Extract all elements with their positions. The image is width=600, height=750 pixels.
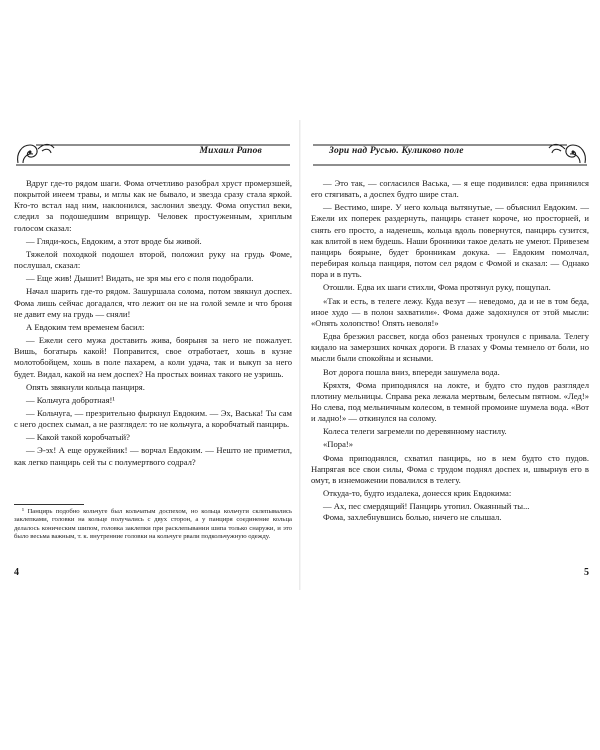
paragraph: Фома, захлебнувшись болью, ничего не слышал. xyxy=(323,512,502,523)
paragraph: Вдруг где-то рядом шаги. Фома отчетливо разобрал хруст промерзшей, покрытой инеем травы, и мглы как не бывало, и звезда сразу стала яркой. Кто-то встал над ним, наклонился, заслонил звезду. Фома опустил веки, следил за подошедшим вприщур. Человек простуженным, хриплым голосом сказал: xyxy=(14,178,292,233)
paragraph: Вот дорога пошла вниз, впереди зашумела вода. xyxy=(323,366,500,377)
paragraph: — Вестимо, шире. У него кольца вытянутые, — объяснил Евдоким. — Ежели их поперек раздернуть, панцирь станет короче, но просторней, и снять его просто, а наденешь, кольца вдоль повернутся, панцирь сузится, как влитой в нем будешь. Наши бронники такое делать не умеют. Привезем панцирь боярыне, будет бронникам докука. — Евдоким помолчал, перебирая кольца панциря, потом сел рядом с Фомой и сказал: — Однако пора и в путь. xyxy=(311,202,589,280)
footnote xyxy=(14,508,292,541)
running-header-left xyxy=(14,135,292,169)
paragraph: Колеса телеги загремели по деревянному настилу. xyxy=(323,426,507,437)
page-number-left: 4 xyxy=(14,567,19,578)
paragraph: Едва брезжил рассвет, когда обоз раненых тронулся с привала. Телегу кидало на замерзших кочках дороги. В глазах у Фомы темнело от боли, но мысли были спокойны и ясными. xyxy=(311,331,589,364)
paragraph: «Так и есть, в телеге лежу. Куда везут — неведомо, да и не в том беда, иное худо — в полон захватили». Фома даже задохнулся от этой мысли: «Опять холопство! Опять неволя!» xyxy=(311,295,589,328)
left-body-text xyxy=(14,178,292,468)
paragraph: — Это так, — согласился Васька, — я еще подивился: едва приняился его стягивать, а доспех будто шире стал. xyxy=(311,178,589,200)
paragraph: — Какой такой коробчатый? xyxy=(26,432,130,443)
paragraph: Отошли. Едва их шаги стихли, Фома протянул руку, пощупал. xyxy=(323,282,551,293)
paragraph: — Гляди-кось, Евдоким, а этот вроде бы живой. xyxy=(26,235,202,246)
paragraph: Тяжелой походкой подошел второй, положил руку на грудь Фоме, послушал, сказал: xyxy=(14,248,292,271)
paragraph: Откуда-то, будто издалека, донесся крик Евдокима: xyxy=(323,488,512,499)
paragraph: А Евдоким тем временем басил: xyxy=(26,321,145,332)
paragraph: «Пора!» xyxy=(323,439,354,450)
paragraph: Фома приподнялся, схватил панцирь, но в нем будто сто пудов. Напрягая все свои силы, Фома с трудом поднял доспех и, швырнув его в омут, в изнеможении повалился в телегу. xyxy=(311,452,589,485)
running-header-right xyxy=(311,135,589,169)
paragraph: — Еще жив! Дышит! Видать, не зря мы его с поля подобрали. xyxy=(26,273,254,284)
header-book-title: Зори над Русью. Куликово поле xyxy=(329,146,464,156)
header-author: Михаил Рапов xyxy=(199,146,262,156)
paragraph: — Ах, пес смердящий! Панцирь утопил. Окаянный ты... xyxy=(323,501,530,512)
paragraph: Опять звякнули кольца панциря. xyxy=(26,381,145,392)
footnote-text: ¹ Панцирь подобно кольчуге был кольчатым доспехом, но кольца кольчуги склепывались заклепками, головки на кольце получались с двух сторон, а у панциря соединение кольца делалось коническим шипом, головка заклепки при расклепывании шипа только снаружи, и это было весьма важным, т. к. внутренние головки на кольчуге рвали подкольчужную одежду. xyxy=(14,508,292,540)
right-body-text xyxy=(311,178,589,524)
right-page xyxy=(311,135,589,578)
book-gutter xyxy=(299,120,301,590)
paragraph: Кряхтя, Фома приподнялся на локте, и будто сто пудов разглядел плотину мельницы. Справа река лежала мертвым, белесым пятном. «Лед!» Но слева, под мельничным колесом, в темной промоине шумела вода. «Вот и ладно!» — откинулся на солому. xyxy=(311,379,589,424)
paragraph: Начал шарить где-то рядом. Зашуршала солома, потом звякнул доспех. Фома лишь сейчас догадался, что лежит он не на голой земле и что броня не давит ему на грудь — сняли! xyxy=(14,286,292,319)
left-page xyxy=(14,135,292,578)
paragraph: — Кольчуга добротная!¹ xyxy=(26,394,115,405)
paragraph: — Ежели сего мужа доставить жива, боярыня за него не пожалует. Вишь, богатырь какой! Поправится, свое отработает, хошь в кузне молотобойцем, хошь в поле пахарем, а коли удача, так и выкуп за него будет. Видал, какой на нем доспех? На простых воинах такого не узришь. xyxy=(14,335,292,379)
paragraph: — Кольчуга, — презрительно фыркнул Евдоким. — Эх, Васька! Ты сам с него доспех сымал, а не разглядел: то не кольчуга, а коробчатый панцирь. xyxy=(14,407,292,430)
footnote-rule xyxy=(14,504,84,505)
paragraph: — Э-эх! А еще оружейник! — ворчал Евдоким. — Нешто не приметил, как легко панцирь сей ты с полумертвого содрал? xyxy=(14,445,292,467)
page-number-right: 5 xyxy=(584,567,589,578)
